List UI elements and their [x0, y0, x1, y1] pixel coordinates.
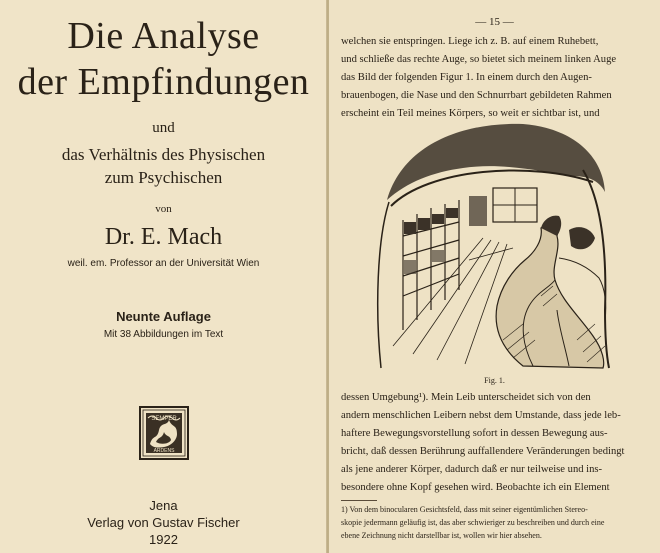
publisher-name: Verlag von Gustav Fischer	[87, 515, 240, 530]
body-line: erscheint ein Teil meines Körpers, so weit er sichtbar ist, und	[341, 108, 600, 119]
body-line: besondere ohne Kopf gesehen wird. Beobachte ich ein Element	[341, 482, 610, 493]
figure-1-illustration	[373, 110, 613, 372]
book-title-line-1: Die Analyse	[67, 15, 260, 57]
body-line: haftere Bewegungsvorstellung sofort in dessen Bewegung aus-	[341, 428, 608, 439]
footnote-line: skopie jedermann geläufig ist, das aber schwieriger zu beschreiben und durch eine	[341, 518, 605, 527]
body-line: das Bild der folgenden Figur 1. In einem durch den Augen-	[341, 72, 592, 83]
book-title-line-2: der Empfindungen	[17, 61, 310, 103]
edition-label: Neunte Auflage	[116, 309, 211, 324]
publisher-city: Jena	[149, 498, 178, 513]
author-name: Dr. E. Mach	[104, 224, 223, 250]
publisher-emblem-icon	[139, 406, 189, 460]
body-line: bricht, daß dessen Berührung auffallendere Veränderungen bedingt	[341, 446, 625, 457]
body-line: brauenbogen, die Nase und den Schnurrbart gebildeten Rahmen	[341, 90, 612, 101]
footnote-line: ebene Zeichnung nicht darstellbar ist, wollen wir hier absehen.	[341, 531, 542, 540]
emblem-text-bottom: ARDENS	[153, 448, 175, 454]
subtitle-line-2: zum Psychischen	[104, 168, 223, 187]
subtitle-line-1: das Verhältnis des Physischen	[61, 145, 266, 164]
body-line: und schließe das rechte Auge, so bietet sich meinem linken Auge	[341, 54, 617, 65]
body-line: dessen Umgebung¹). Mein Leib unterscheidet sich von den	[341, 392, 591, 403]
body-line: andern menschlichen Leibern nebst dem Umstande, dass jede leb-	[341, 410, 621, 421]
publication-year: 1922	[149, 532, 178, 547]
figure-caption: Fig. 1.	[484, 376, 505, 385]
emblem-text-top: SEMPER	[151, 416, 177, 422]
conjunction-und: und	[152, 120, 175, 136]
body-line: als jene anderer Körper, dadurch daß er nur teilweise und ins-	[341, 464, 603, 475]
body-line: welchen sie entspringen. Liege ich z. B. auf einem Ruhebett,	[341, 36, 599, 47]
footnote-rule	[341, 500, 377, 501]
text-page	[329, 0, 660, 553]
title-page	[0, 0, 327, 553]
footnote-line: 1) Von dem binocularen Gesichtsfeld, dass mit seiner eigentümlichen Stereo-	[341, 505, 588, 514]
author-title: weil. em. Professor an der Universität Wien	[67, 258, 260, 269]
illustrations-note: Mit 38 Abbildungen im Text	[103, 329, 224, 340]
page-number: — 15 —	[475, 16, 514, 28]
byline-von: von	[155, 203, 172, 215]
